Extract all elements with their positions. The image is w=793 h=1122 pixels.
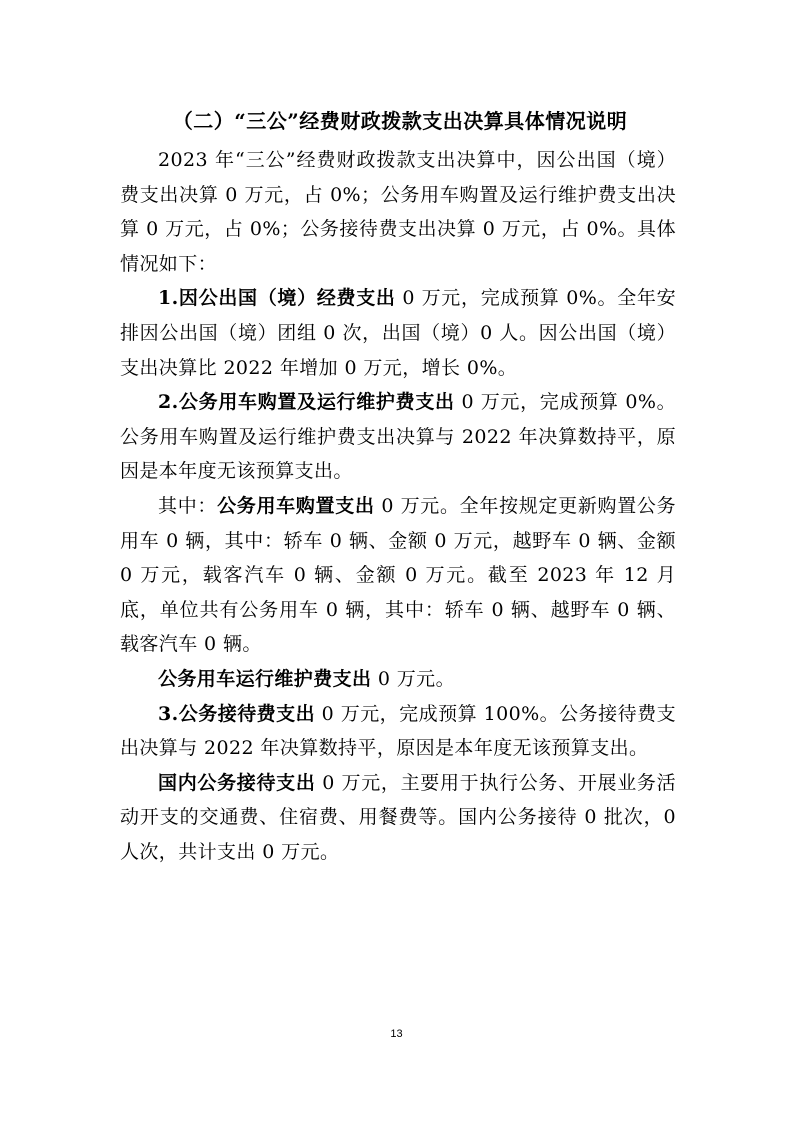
paragraph-prefix: 其中： [158, 494, 218, 517]
paragraph-domestic-reception [120, 766, 676, 870]
paragraph-lead: 3.公务接待费支出 [158, 702, 316, 725]
paragraph-overseas-travel [120, 281, 676, 385]
paragraph-vehicle-expenses [120, 385, 676, 489]
paragraph-text: 0 万元，完成预算 0%。公务用车购置及运行维护费支出决算与 2022 年决算数持平，原因是本年度无该预算支出。 [120, 391, 676, 483]
paragraph-lead: 2.公务用车购置及运行维护费支出 [158, 391, 455, 414]
section-heading: （二）“三公”经费财政拨款支出决算具体情况说明 [172, 109, 628, 133]
paragraph-lead: 公务用车运行维护费支出 [158, 667, 372, 690]
paragraph-overview [120, 143, 676, 281]
paragraph-reception-expenses [120, 697, 676, 766]
paragraph-text: 0 万元，完成预算 0%。全年安排因公出国（境）团组 0 次，出国（境）0 人。因公出国（境）支出决算比 2022 年增加 0 万元，增长 0%。 [120, 287, 676, 379]
paragraph-vehicle-purchase [120, 489, 676, 662]
paragraph-lead: 1.因公出国（境）经费支出 [158, 287, 396, 310]
paragraph-text: 0 万元。 [371, 667, 455, 690]
paragraph-text: 2023 年“三公”经费财政拨款支出决算中，因公出国（境）费支出决算 0 万元，占 0%；公务用车购置及运行维护费支出决算 0 万元，占 0%；公务接待费支出决算 0 万元，占 0%。具体情况如下： [120, 149, 676, 275]
paragraph-lead: 公务用车购置支出 [217, 494, 375, 517]
paragraph-text: 0 万元，完成预算 100%。公务接待费支出决算与 2022 年决算数持平，原因是本年度无该预算支出。 [120, 702, 677, 760]
page-number: 13 [390, 1028, 403, 1040]
paragraph-lead: 国内公务接待支出 [158, 771, 316, 794]
body-text [120, 143, 676, 869]
paragraph-vehicle-maintenance [120, 662, 676, 697]
paragraph-text: 0 万元。全年按规定更新购置公务用车 0 辆，其中：轿车 0 辆、金额 0 万元，越野车 0 辆、金额 0 万元，载客汽车 0 辆、金额 0 万元。截至 2023 年 12 月底，单位共有公务用车 0 辆，其中：轿车 0 辆、越野车 0 辆、载客汽车 0 辆。 [120, 494, 677, 656]
paragraph-text: 0 万元，主要用于执行公务、开展业务活动开支的交通费、住宿费、用餐费等。国内公务接待 0 批次，0 人次，共计支出 0 万元。 [120, 771, 676, 863]
